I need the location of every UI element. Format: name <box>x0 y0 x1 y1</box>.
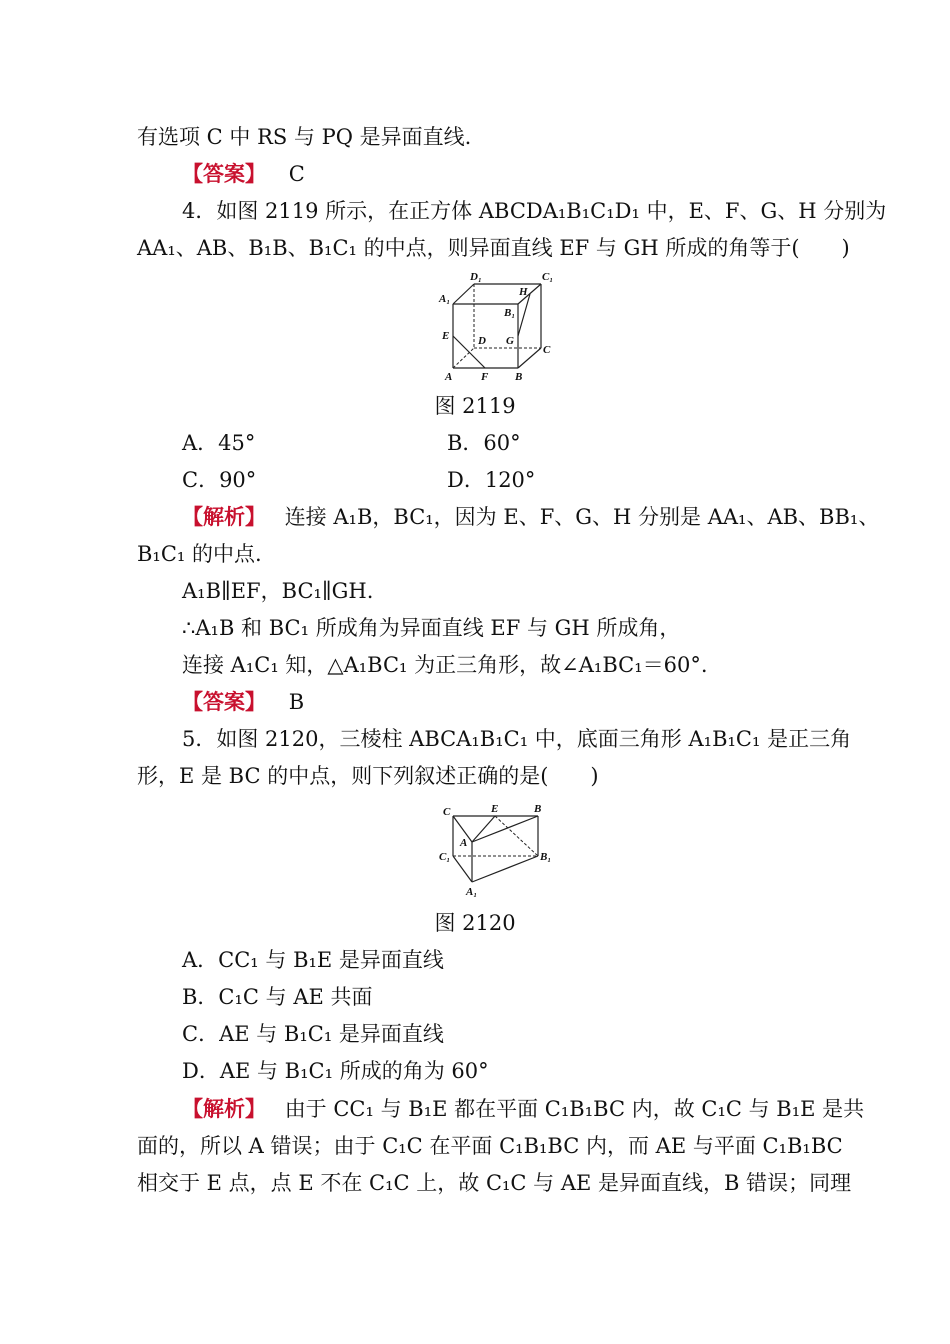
figure-2120-caption: 图 2120 <box>434 911 516 935</box>
q4-option-d: D．120° <box>447 468 536 492</box>
label-H: H <box>519 286 528 298</box>
label-B1: B₁ <box>504 307 516 319</box>
q3-answer-value: C <box>288 162 305 186</box>
q4-analysis-line5: 连接 A₁C₁ 知，△A₁BC₁ 为正三角形，故∠A₁BC₁＝60°. <box>182 653 708 677</box>
label-C: C <box>543 344 551 356</box>
q4-analysis-line1 <box>182 504 879 530</box>
label-E: E <box>491 803 499 815</box>
q5-option-d: D．AE 与 B₁C₁ 所成的角为 60° <box>182 1059 489 1083</box>
q3-answer-row <box>182 161 305 187</box>
q5-analysis-line3: 相交于 E 点，点 E 不在 C₁C 上，故 C₁C 与 AE 是异面直线，B 错误；同理 <box>137 1171 852 1195</box>
label-G: G <box>506 335 514 347</box>
q5-stem-line2: 形，E 是 BC 的中点，则下列叙述正确的是( ) <box>137 764 599 788</box>
q5-analysis-line2: 面的，所以 A 错误；由于 C₁C 在平面 C₁B₁BC 内，而 AE 与平面 C₁B₁BC <box>137 1134 843 1158</box>
q4-answer-value: B <box>288 690 305 714</box>
q4-stem-line1: 4．如图 2119 所示，在正方体 ABCDA₁B₁C₁D₁ 中，E、F、G、H 分别为 <box>182 199 887 223</box>
q5-analysis-line1 <box>182 1096 864 1122</box>
q4-option-a: A．45° <box>182 431 256 455</box>
label-C1: C₁ <box>439 851 451 863</box>
figure-2119-cube <box>430 268 565 388</box>
analysis-tag: 【解析】 <box>182 1096 266 1121</box>
label-F: F <box>481 371 489 383</box>
q5-stem-line1: 5．如图 2120，三棱柱 ABCA₁B₁C₁ 中，底面三角形 A₁B₁C₁ 是正三角 <box>182 727 852 751</box>
label-A: A <box>445 371 453 383</box>
q5-option-b: B．C₁C 与 AE 共面 <box>182 985 373 1009</box>
label-B: B <box>515 371 523 383</box>
q4-answer-row <box>182 689 304 715</box>
figure-2119-caption: 图 2119 <box>434 394 516 418</box>
label-D1: D₁ <box>470 271 482 283</box>
label-C1: C₁ <box>542 271 554 283</box>
q4-analysis-line4: ∴A₁B 和 BC₁ 所成角为异面直线 EF 与 GH 所成角， <box>182 616 681 640</box>
label-A: A <box>460 837 468 849</box>
q4-analysis-text1: 连接 A₁B，BC₁，因为 E、F、G、H 分别是 AA₁、AB、BB₁、 <box>284 505 880 529</box>
label-A1: A₁ <box>466 886 478 898</box>
label-A1: A₁ <box>439 293 451 305</box>
label-C: C <box>443 806 451 818</box>
label-E: E <box>442 330 450 342</box>
label-D: D <box>478 335 486 347</box>
label-B: B <box>534 803 542 815</box>
q4-stem-line2: AA₁、AB、B₁B、B₁C₁ 的中点，则异面直线 EF 与 GH 所成的角等于( ) <box>137 236 850 260</box>
analysis-tag: 【解析】 <box>182 504 266 529</box>
q4-option-c: C．90° <box>182 468 257 492</box>
q5-analysis-text1: 由于 CC₁ 与 B₁E 都在平面 C₁B₁BC 内，故 C₁C 与 B₁E 是共 <box>284 1097 865 1121</box>
q5-option-a: A．CC₁ 与 B₁E 是异面直线 <box>182 948 444 972</box>
answer-tag: 【答案】 <box>182 161 266 186</box>
answer-tag: 【答案】 <box>182 689 266 714</box>
label-B1: B₁ <box>540 851 552 863</box>
q4-option-b: B．60° <box>447 431 521 455</box>
q4-analysis-line3: A₁B∥EF，BC₁∥GH. <box>182 579 374 603</box>
prev-answer-tail: 有选项 C 中 RS 与 PQ 是异面直线. <box>137 125 472 149</box>
q4-analysis-line2: B₁C₁ 的中点. <box>137 542 262 566</box>
figure-2120-prism <box>430 798 565 902</box>
q5-option-c: C．AE 与 B₁C₁ 是异面直线 <box>182 1022 444 1046</box>
